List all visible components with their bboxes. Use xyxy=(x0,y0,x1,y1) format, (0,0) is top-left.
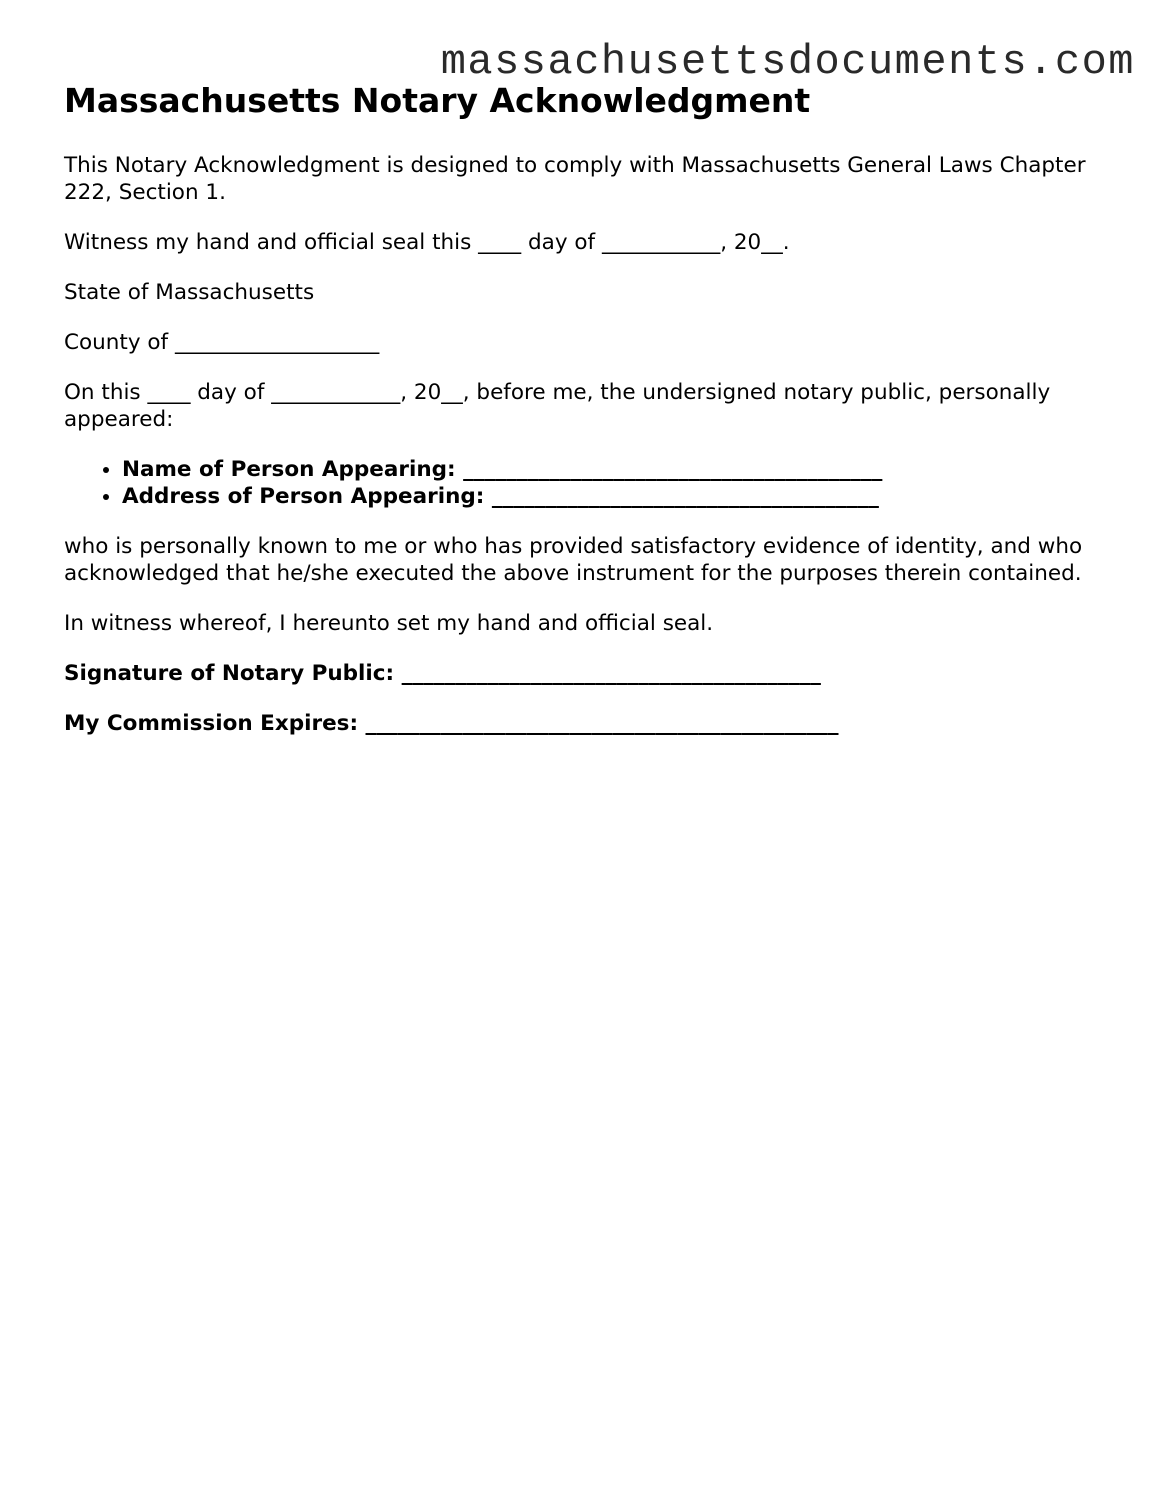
appearance-line: On this ____ day of ____________, 20__, before me, the undersigned notary public, personally appeared: xyxy=(64,380,1051,432)
intro-paragraph: This Notary Acknowledgment is designed to comply with Massachusetts General Laws Chapter 222, Section 1. xyxy=(64,153,1086,205)
name-of-person-field: • Name of Person Appearing: _______________________________________ xyxy=(122,456,1114,483)
document-body xyxy=(64,80,1114,760)
person-fields-list xyxy=(64,456,1114,510)
state-line: State of Massachusetts xyxy=(64,280,315,305)
county-line: County of ___________________ xyxy=(64,330,380,355)
site-watermark: massachusettsdocuments.com xyxy=(440,38,1135,86)
address-of-person-field: • Address of Person Appearing: ____________________________________ xyxy=(122,483,1114,510)
witness-line: Witness my hand and official seal this ____ day of ___________, 20__. xyxy=(64,230,790,255)
closing-line: In witness whereof, I hereunto set my hand and official seal. xyxy=(64,611,714,636)
document-title: Massachusetts Notary Acknowledgment xyxy=(64,81,811,120)
acknowledgment-paragraph: who is personally known to me or who has provided satisfactory evidence of identity, and who acknowledged that he/she executed the above instrument for the purposes therein contained. xyxy=(64,534,1083,586)
commission-expires-field: My Commission Expires: ____________________________________________ xyxy=(64,711,839,736)
notary-signature-field: Signature of Notary Public: _______________________________________ xyxy=(64,661,821,686)
